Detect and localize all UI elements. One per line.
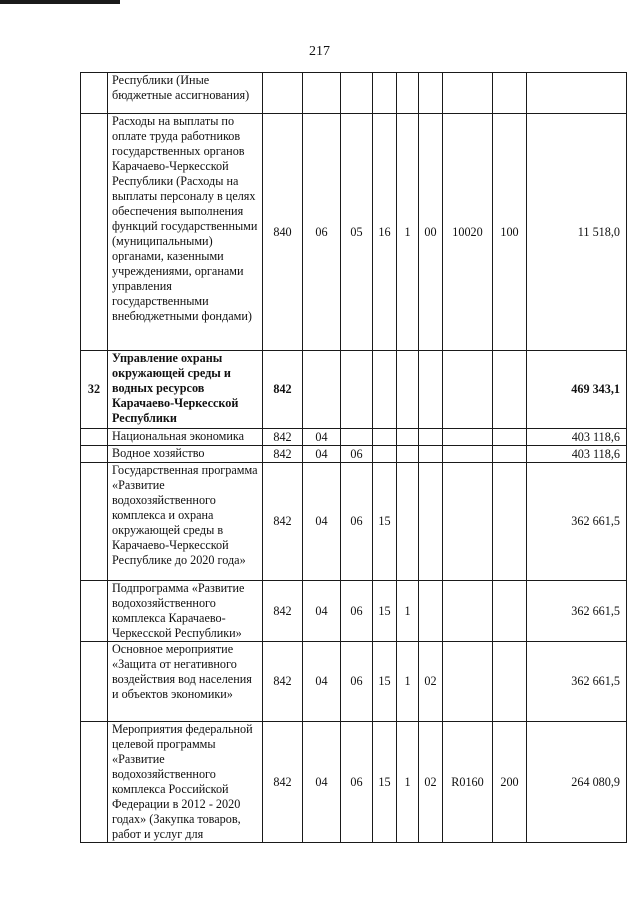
row-number-cell — [81, 114, 108, 351]
activity-code-cell: 02 — [419, 642, 443, 722]
subprogram-code-cell: 1 — [397, 642, 419, 722]
direction-code-cell — [443, 642, 493, 722]
amount-cell: 11 518,0 — [527, 114, 627, 351]
row-number-cell — [81, 642, 108, 722]
page-number: 217 — [309, 44, 330, 59]
row-number-cell — [81, 446, 108, 463]
amount-cell: 362 661,5 — [527, 581, 627, 642]
activity-code-cell: 00 — [419, 114, 443, 351]
item-name-cell: Управление охраны окружающей среды и водных ресурсов Карачаево-Черкесской Республики — [108, 351, 263, 429]
subsection-code-cell: 06 — [341, 446, 373, 463]
expense-type-cell — [493, 429, 527, 446]
subprogram-code-cell — [397, 446, 419, 463]
table-row — [81, 581, 627, 642]
amount-cell: 403 118,6 — [527, 429, 627, 446]
section-code-cell: 04 — [303, 722, 341, 843]
item-name-cell: Республики (Иные бюджетные ассигнования) — [108, 73, 263, 114]
expense-type-cell — [493, 73, 527, 114]
section-code-cell — [303, 73, 341, 114]
amount-cell: 362 661,5 — [527, 463, 627, 581]
subprogram-code-cell — [397, 463, 419, 581]
row-number-cell: 32 — [81, 351, 108, 429]
subprogram-code-cell: 1 — [397, 581, 419, 642]
direction-code-cell — [443, 446, 493, 463]
ministry-code-cell: 842 — [263, 722, 303, 843]
amount-cell: 362 661,5 — [527, 642, 627, 722]
ministry-code-cell: 842 — [263, 463, 303, 581]
item-name-cell: Национальная экономика — [108, 429, 263, 446]
ministry-code-cell: 842 — [263, 446, 303, 463]
subsection-code-cell: 06 — [341, 463, 373, 581]
program-code-cell: 15 — [373, 463, 397, 581]
section-code-cell — [303, 351, 341, 429]
section-code-cell: 04 — [303, 642, 341, 722]
program-code-cell: 15 — [373, 642, 397, 722]
item-name-cell: Основное мероприятие «Защита от негативного воздействия вод населения и объектов экономики» — [108, 642, 263, 722]
table-row — [81, 73, 627, 114]
row-number-cell — [81, 463, 108, 581]
subsection-code-cell: 06 — [341, 581, 373, 642]
activity-code-cell — [419, 581, 443, 642]
activity-code-cell — [419, 73, 443, 114]
subsection-code-cell — [341, 429, 373, 446]
expense-type-cell — [493, 446, 527, 463]
direction-code-cell — [443, 351, 493, 429]
direction-code-cell: 10020 — [443, 114, 493, 351]
row-number-cell — [81, 429, 108, 446]
program-code-cell — [373, 446, 397, 463]
row-number-cell — [81, 722, 108, 843]
row-number-cell — [81, 581, 108, 642]
ministry-code-cell: 842 — [263, 351, 303, 429]
subsection-code-cell: 05 — [341, 114, 373, 351]
subprogram-code-cell: 1 — [397, 114, 419, 351]
expense-type-cell — [493, 642, 527, 722]
subprogram-code-cell — [397, 73, 419, 114]
amount-cell: 403 118,6 — [527, 446, 627, 463]
table-row — [81, 722, 627, 843]
activity-code-cell — [419, 429, 443, 446]
direction-code-cell — [443, 429, 493, 446]
subsection-code-cell: 06 — [341, 642, 373, 722]
scan-edge-mark — [0, 0, 120, 4]
direction-code-cell — [443, 73, 493, 114]
budget-table — [80, 72, 627, 843]
expense-type-cell — [493, 581, 527, 642]
expense-type-cell: 200 — [493, 722, 527, 843]
program-code-cell: 15 — [373, 581, 397, 642]
subsection-code-cell: 06 — [341, 722, 373, 843]
subprogram-code-cell — [397, 429, 419, 446]
amount-cell: 469 343,1 — [527, 351, 627, 429]
program-code-cell — [373, 429, 397, 446]
expense-type-cell — [493, 351, 527, 429]
direction-code-cell — [443, 463, 493, 581]
table-row — [81, 114, 627, 351]
activity-code-cell: 02 — [419, 722, 443, 843]
ministry-code-cell — [263, 73, 303, 114]
section-code-cell: 06 — [303, 114, 341, 351]
program-code-cell: 15 — [373, 722, 397, 843]
ministry-code-cell: 842 — [263, 429, 303, 446]
activity-code-cell — [419, 463, 443, 581]
item-name-cell: Мероприятия федеральной целевой программы «Развитие водохозяйственного комплекса Российской Федерации в 2012 - 2020 годах» (Закупка товаров, работ и услуг для — [108, 722, 263, 843]
item-name-cell: Подпрограмма «Развитие водохозяйственного комплекса Карачаево-Черкесской Республики» — [108, 581, 263, 642]
table-row — [81, 446, 627, 463]
table-row — [81, 429, 627, 446]
section-code-cell: 04 — [303, 581, 341, 642]
ministry-code-cell: 842 — [263, 581, 303, 642]
program-code-cell: 16 — [373, 114, 397, 351]
amount-cell: 264 080,9 — [527, 722, 627, 843]
direction-code-cell — [443, 581, 493, 642]
item-name-cell: Водное хозяйство — [108, 446, 263, 463]
ministry-code-cell: 840 — [263, 114, 303, 351]
item-name-cell: Расходы на выплаты по оплате труда работников государственных органов Карачаево-Черкесской Республики (Расходы на выплаты персоналу в целях обеспечения выполнения функций государственными (муниципальными) органами, казенными учреждениями, органами управления государственными внебюджетными фондами) — [108, 114, 263, 351]
direction-code-cell: R0160 — [443, 722, 493, 843]
subsection-code-cell — [341, 73, 373, 114]
activity-code-cell — [419, 351, 443, 429]
expense-type-cell: 100 — [493, 114, 527, 351]
table-row — [81, 642, 627, 722]
section-code-cell: 04 — [303, 463, 341, 581]
program-code-cell — [373, 73, 397, 114]
subsection-code-cell — [341, 351, 373, 429]
program-code-cell — [373, 351, 397, 429]
activity-code-cell — [419, 446, 443, 463]
section-code-cell: 04 — [303, 446, 341, 463]
table-row — [81, 351, 627, 429]
expense-type-cell — [493, 463, 527, 581]
subprogram-code-cell: 1 — [397, 722, 419, 843]
section-code-cell: 04 — [303, 429, 341, 446]
ministry-code-cell: 842 — [263, 642, 303, 722]
subprogram-code-cell — [397, 351, 419, 429]
amount-cell — [527, 73, 627, 114]
table-row — [81, 463, 627, 581]
row-number-cell — [81, 73, 108, 114]
item-name-cell: Государственная программа «Развитие водохозяйственного комплекса и охрана окружающей среды в Карачаево-Черкесской Республике до 2020 года» — [108, 463, 263, 581]
